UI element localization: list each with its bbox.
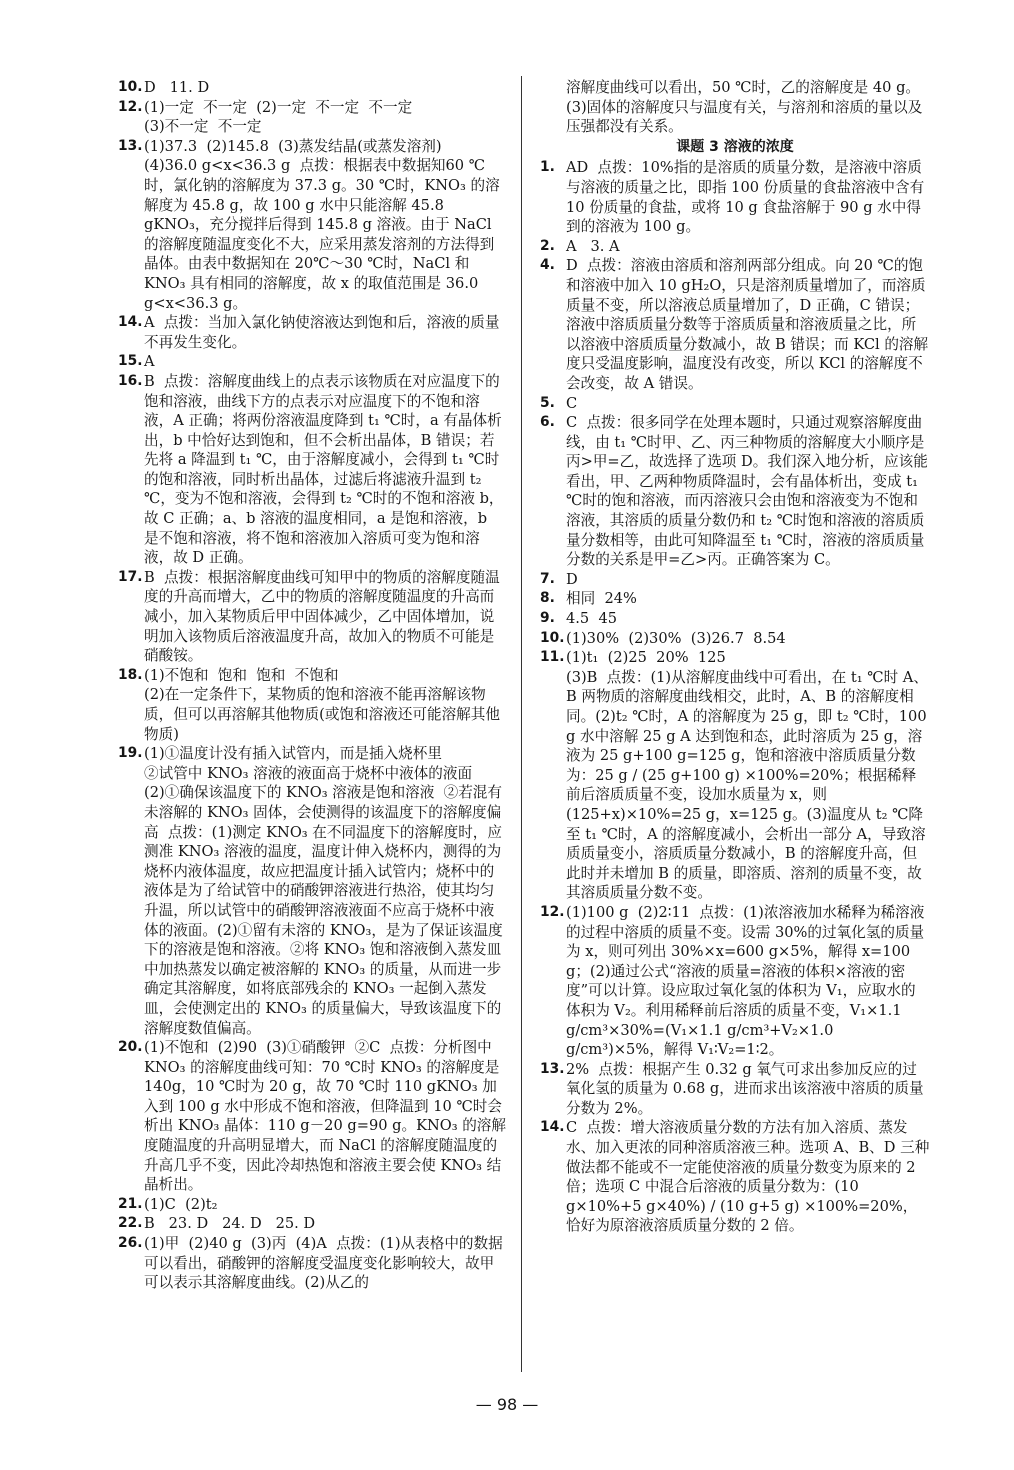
answer-number: 19. (118, 745, 143, 762)
answer-text: D 11. D (144, 79, 210, 96)
answer-item (540, 1118, 930, 1236)
column-divider (521, 76, 522, 1372)
answer-text: C 点拨：很多同学在处理本题时，只通过观察溶解度曲线，由 t₁ ℃时甲、乙、丙三种物质的溶解度大小顺序是丙>甲=乙，故选择了选项 D。我们深入地分析，应该能看出，甲、乙两种物质降温时，会有晶体析出，变成 t₁ ℃时的饱和溶液，而丙溶液只会由饱和溶液变为不饱和溶液，其溶质的质量分数仍和 t₂ ℃时饱和溶液的溶质质量分数相等，由此可知降温至 t₁ ℃时，溶液的溶质质量分数的关系是甲=乙>丙。正确答案为 C。 (566, 414, 928, 569)
answer-item (118, 98, 506, 137)
answer-text: (1)37.3 (2)145.8 (3)蒸发结晶(或蒸发溶剂) (4)36.0 g<x<36.3 g 点拨：根据表中数据知60 ℃时，氯化钠的溶解度为 37.3 g。30 ℃时，KNO₃ 的溶解度为 45.8 g，故 100 g 水中只能溶解 45.8 gKNO₃，充分搅拌后得到 145.8 g 溶液。由于 NaCl 的溶解度随温度变化不大，应采用蒸发溶剂的方法得到晶体。由表中数据知在 20℃～30 ℃时，NaCl 和 KNO₃ 具有相同的溶解度，故 x 的取值范围是 36.0 g<x<36.3 g。 (144, 137, 500, 312)
answer-number: 2. (540, 237, 555, 254)
answer-number: 7. (540, 570, 555, 587)
answer-number: 14. (118, 314, 143, 331)
answer-number: 6. (540, 414, 555, 431)
answer-item (118, 313, 506, 352)
answer-item (540, 609, 930, 629)
answer-item (118, 352, 506, 372)
answer-number: 11. (540, 649, 565, 666)
answer-item (540, 237, 930, 257)
answer-text: (1)①温度计没有插入试管内，而是插入烧杯里 ②试管中 KNO₃ 溶液的液面高于烧杯中液体的液面 (2)①确保该温度下的 KNO₃ 溶液是饱和溶液 ②若混有未溶解的 KNO₃ 固体，会使测得的该温度下的溶解度偏高 点拨：(1)测定 KNO₃ 在不同温度下的溶解度时，应测准 KNO₃ 溶液的温度，温度计伸入烧杯内，测得的为烧杯内液体温度，故应把温度计插入试管内；烧杯中的液体是为了给试管中的硝酸钾溶液进行热浴，使其均匀升温，所以试管中的硝酸钾溶液液面不应高于烧杯中液体的液面。(2)①留有未溶的 KNO₃，是为了保证该温度下的溶液是饱和溶液。②将 KNO₃ 饱和溶液倒入蒸发皿中加热蒸发以确定被溶解的 KNO₃ 的质量，从而进一步确定其溶解度，如将底部残余的 KNO₃ 一起倒入蒸发皿，会使测定出的 KNO₃ 的质量偏大，导致该温度下的溶解度数值偏高。 (144, 745, 503, 1037)
answer-text: AD 点拨：10%指的是溶质的质量分数，是溶液中溶质与溶液的质量之比，即指 100 份质量的食盐溶液中含有 10 份质量的食盐，或将 10 g 食盐溶解于 90 g 水中得到的溶液为 100 g。 (566, 159, 929, 236)
answer-text: (1)30% (2)30% (3)26.7 8.54 (566, 629, 786, 647)
answer-item (118, 137, 506, 313)
answer-text: A 点拨：当加入氯化钠使溶液达到饱和后，溶液的质量不再发生变化。 (144, 314, 500, 351)
answer-text: C (566, 394, 578, 412)
right-column (540, 78, 930, 1236)
answer-number: 18. (118, 666, 143, 683)
answer-item (540, 903, 930, 1060)
answer-item (118, 1195, 506, 1215)
answer-number: 13. (118, 137, 143, 154)
answer-item (118, 666, 506, 744)
answer-number: 21. (118, 1195, 143, 1212)
answer-item (540, 158, 930, 236)
answer-text: D (566, 570, 578, 588)
answer-text: B 点拨：溶解度曲线上的点表示该物质在对应温度下的饱和溶液，曲线下方的点表示对应温度下的不饱和溶液，A 正确；将两份溶液温度降到 t₁ ℃时，a 有晶体析出，b 中恰好达到饱和，但不会析出晶体，B 错误；若先将 a 降温到 t₁ ℃，由于溶解度减小，会得到 t₁ ℃时的饱和溶液，同时析出晶体，过滤后将滤液升温到 t₂ ℃，变为不饱和溶液，会得到 t₂ ℃时的不饱和溶液 b，故 C 正确；a、b 溶液的温度相同，a 是饱和溶液，b 是不饱和溶液，将不饱和溶液加入溶质可变为饱和溶液，故 D 正确。 (144, 372, 504, 567)
answer-number: 22. (118, 1215, 143, 1232)
page-number: — 98 — (475, 1395, 539, 1414)
answer-number: 14. (540, 1119, 565, 1136)
answer-item (540, 648, 930, 903)
answer-item (118, 744, 506, 1038)
answer-number: 15. (118, 353, 143, 370)
answer-number: 5. (540, 394, 555, 411)
answer-text: B 23. D 24. D 25. D (144, 1215, 316, 1233)
answer-item (540, 413, 930, 570)
answer-item (118, 78, 506, 98)
answer-text: A 3. A (566, 237, 620, 255)
answer-number: 26. (118, 1235, 143, 1252)
answer-text: (1)t₁ (2)25 20% 125 (3)B 点拨：(1)从溶解度曲线中可看出，在 t₁ ℃时 A、B 两物质的溶解度曲线相交，此时，A、B 的溶解度相同。(2)t₂ ℃时，A 的溶解度为 25 g，即 t₂ ℃时，100 g 水中溶解 25 g A 达到饱和态，此时溶质为 25 g，溶液为 25 g+100 g=125 g，饱和溶液中溶质质量分数为：25 g / (25 g+100 g) ×100%=20%；根据稀释前后溶质质量不变，设加水质量为 x，则(125+x)×10%=25 g，x=125 g。(3)温度从 t₂ ℃降至 t₁ ℃时，A 的溶解度减小，会析出一部分 A，导致溶质质量变小，溶质质量分数减小，B 的溶解度升高，但此时并未增加 B 的质量，即溶质、溶剂的质量不变，故其溶质质量分数不变。 (566, 649, 928, 902)
answer-number: 12. (540, 903, 565, 920)
answer-item (540, 570, 930, 590)
answer-text: (1)C (2)t₂ (144, 1195, 218, 1213)
answer-number: 12. (118, 98, 143, 115)
answer-text: (1)不饱和 饱和 饱和 不饱和 (2)在一定条件下，某物质的饱和溶液不能再溶解该物质，但可以再溶解其他物质(或饱和溶液还可能溶解其他物质) (144, 666, 500, 743)
answer-number: 9. (540, 610, 555, 627)
answer-number: 16. (118, 372, 143, 389)
answer-text: (1)不饱和 (2)90 (3)①硝酸钾 ②C 点拨：分析图中 KNO₃ 的溶解度曲线可知：70 ℃时 KNO₃ 的溶解度是 140g，10 ℃时为 20 g，故 70 ℃时 110 gKNO₃ 加入到 100 g 水中形成不饱和溶液，但降温到 10 ℃时会析出 KNO₃ 晶体：110 g－20 g=90 g。KNO₃ 的溶解度随温度的升高明显增大，而 NaCl 的溶解度随温度的升高几乎不变，因此冷却热饱和溶液主要会使 KNO₃ 结晶析出。 (144, 1039, 506, 1194)
answer-text: C 点拨：增大溶液质量分数的方法有加入溶质、蒸发水、加入更浓的同种溶质溶液三种。选项 A、B、D 三种做法都不能或不一定能使溶液的质量分数变为原来的 2 倍；选项 C 中混合后溶液的质量分数为：(10 g×10%+5 g×40%) / (10 g+5 g) ×100%=20%，恰好为原溶液溶质质量分数的 2 倍。 (566, 1119, 930, 1235)
left-column (118, 78, 506, 1293)
answer-text: (1)甲 (2)40 g (3)丙 (4)A 点拨：(1)从表格中的数据可以看出，硝酸钾的溶解度受温度变化影响较大，故甲可以表示其溶解度曲线。(2)从乙的 (144, 1235, 503, 1292)
answer-item (540, 1060, 930, 1119)
answer-number: 20. (118, 1039, 143, 1056)
answer-item (540, 394, 930, 414)
answer-item (118, 568, 506, 666)
answer-item (118, 372, 506, 568)
answer-text: A (144, 353, 155, 371)
section-title: 课题 3 溶液的浓度 (676, 138, 794, 155)
continuation-text: 溶解度曲线可以看出，50 ℃时，乙的溶解度是 40 g。(3)固体的溶解度只与温度有关，与溶剂和溶质的量以及压强都没有关系。 (566, 79, 923, 136)
answer-number: 4. (540, 257, 555, 274)
answer-text: B 点拨：根据溶解度曲线可知甲中的物质的溶解度随温度的升高而增大，乙中的物质的溶解度随温度的升高而减小，加入某物质后甲中固体减少，乙中固体增加，说明加入该物质后溶液温度升高，故加入的物质不可能是硝酸铵。 (144, 568, 500, 665)
answer-number: 13. (540, 1060, 565, 1077)
answer-item (540, 589, 930, 609)
answer-number: 17. (118, 568, 143, 585)
answer-number: 10. (540, 629, 565, 646)
answer-item (118, 1038, 506, 1195)
answer-text: D 点拨：溶液由溶质和溶剂两部分组成。向 20 ℃的饱和溶液中加入 10 gH₂O，只是溶剂质量增加了，而溶质质量不变，所以溶液总质量增加了，D 正确，C 错误；溶液中溶质质量分数等于溶质质量和溶液质量之比，所以溶液中溶质质量分数减小，故 B 错误；而 KCl 的溶解度只受温度影响，温度没有改变，所以 KCl 的溶解度不会改变，故 A 错误。 (566, 257, 929, 392)
answer-item (540, 629, 930, 649)
answer-text: 4.5 45 (566, 610, 618, 628)
answer-item (540, 256, 930, 393)
answer-number: 1. (540, 159, 555, 176)
answer-number: 8. (540, 590, 555, 607)
answer-item (118, 1214, 506, 1234)
answer-text: 相同 24% (566, 590, 637, 608)
answer-item (118, 1234, 506, 1293)
answer-number: 10. (118, 79, 143, 95)
answer-text: 2% 点拨：根据产生 0.32 g 氧气可求出参加反应的过氧化氢的质量为 0.68 g，进而求出该溶液中溶质的质量分数为 2%。 (566, 1060, 924, 1117)
answer-text: (1)一定 不一定 (2)一定 不一定 不一定 (3)不一定 不一定 (144, 98, 413, 136)
answer-text: (1)100 g (2)2∶11 点拨：(1)浓溶液加水稀释为稀溶液的过程中溶质的质量不变。设需 30%的过氧化氢的质量为 x，则可列出 30%×x=600 g×5%，解得 x=100 g；(2)通过公式“溶液的质量=溶液的体积×溶液的密度”可以计算。设应取过氧化氢的体积为 V₁，应取水的体积为 V₂。利用稀释前后溶质的质量不变，V₁×1.1 g/cm³×30%=(V₁×1.1 g/cm³+V₂×1.0 g/cm³)×5%，解得 V₁∶V₂=1∶2。 (566, 903, 925, 1059)
